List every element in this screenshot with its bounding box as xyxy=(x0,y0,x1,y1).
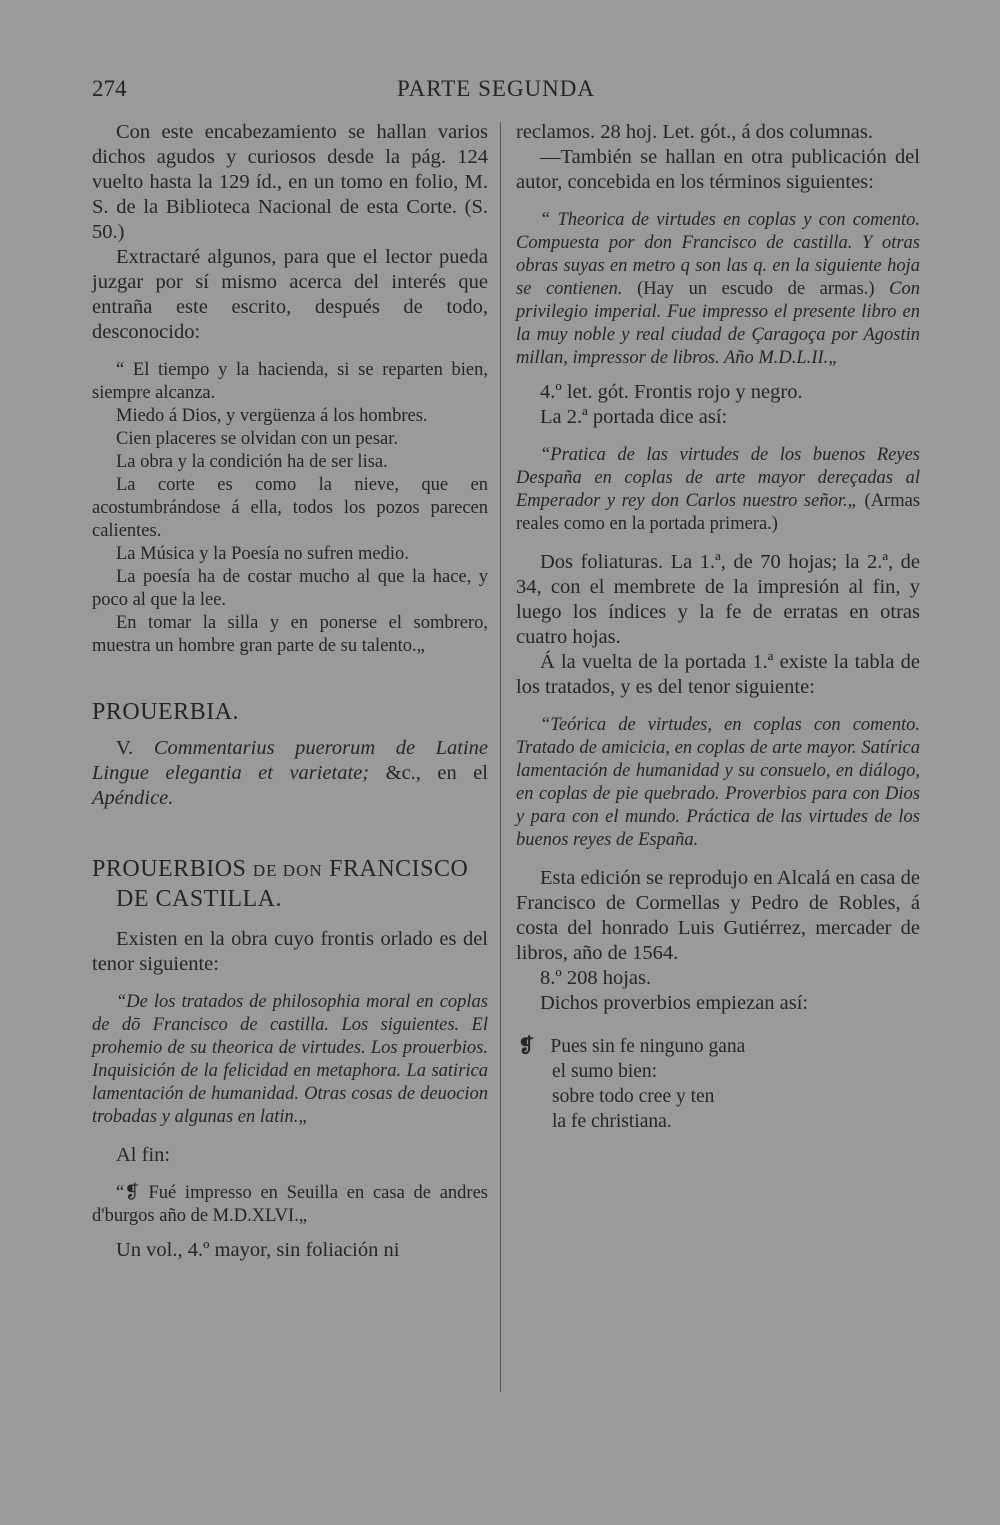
quote-italic: “ Theorica de virtudes en coplas y con comento. Compuesta por don Francisco de castilla. Y otras obras suyas en metro q son las q. en la siguiente hoja se contienen. xyxy=(516,210,920,299)
entry-text: &c., en el xyxy=(385,762,489,784)
quotation xyxy=(516,209,920,370)
saying: La Música y la Poesía no sufren medio. xyxy=(116,544,409,564)
quote-italic: Con privilegio imperial. Fue impresso el presente libro en la muy noble y real ciudad de Çaragoça por Agostin millan, impressor de libros. Año M.D.L.II.„ xyxy=(516,279,920,368)
verse-text: Pues sin fe ninguno gana xyxy=(550,1036,746,1057)
saying: La poesía ha de costar mucho al que la hace, y poco al que la lee. xyxy=(92,567,488,610)
paragraph: Al fin: xyxy=(116,1144,171,1166)
verse-line: sobre todo cree y ten xyxy=(552,1086,715,1107)
paragraph: Extractaré algunos, para que el lector pueda juzgar por sí mismo acerca del interés que entraña este escrito, después de todo, desconocido: xyxy=(92,246,488,343)
saying: “ El tiempo y la hacienda, si se reparten bien, siempre alcanza. xyxy=(92,360,488,403)
page-header xyxy=(92,76,912,112)
verse xyxy=(516,1034,920,1134)
pilcrow-icon: ❡ xyxy=(518,1036,535,1057)
paragraph: Esta edición se reprodujo en Alcalá en casa de Francisco de Cormellas y Pedro de Robles, á costa del honrado Luis Gutiérrez, mercader de libros, año de 1564. xyxy=(516,867,920,964)
heading-word: DE CASTILLA. xyxy=(116,886,282,912)
paragraph: Un vol., 4.º mayor, sin foliación ni xyxy=(116,1239,400,1261)
section-heading-2 xyxy=(92,855,488,913)
paragraph: 4.º let. gót. Frontis rojo y negro. xyxy=(540,381,803,403)
saying: La corte es como la nieve, que en acostumbrándose á ella, todos los pozos parecen calientes. xyxy=(92,475,488,541)
right-column xyxy=(516,120,920,1134)
heading-word: DE DON xyxy=(252,861,323,880)
quote-italic: “Pratica de las virtudes de los buenos Reyes Despaña en coplas de arte mayor dereçadas al Emperador y rey don Carlos nuestro señor.„ xyxy=(516,445,920,511)
saying: En tomar la silla y en ponerse el sombrero, muestra un hombre gran parte de su talento.„ xyxy=(92,613,488,656)
appendix-ref: Apéndice. xyxy=(92,787,174,809)
saying: Miedo á Dios, y vergüenza á los hombres. xyxy=(116,406,428,426)
paragraph: Á la vuelta de la portada 1.ª existe la tabla de los tratados, y es del tenor siguiente: xyxy=(516,651,920,698)
left-column xyxy=(92,120,488,1263)
heading-word: PROUERBIOS xyxy=(92,856,247,882)
quote-note: (Hay un escudo de armas.) xyxy=(637,279,875,299)
heading-word: FRANCISCO xyxy=(329,856,469,882)
verse-line: la fe christiana. xyxy=(552,1111,672,1132)
paragraph: Existen en la obra cuyo frontis orlado es del tenor siguiente: xyxy=(92,928,488,975)
paragraph: Dichos proverbios empiezan así: xyxy=(540,992,809,1014)
running-head: PARTE SEGUNDA xyxy=(397,76,595,101)
entry-title: Commentarius puerorum de Latine Lingue elegantia et varietate; xyxy=(92,737,488,784)
colophon-quote: “❡ Fué impresso en Seuilla en casa de andres d'burgos año de M.D.XLVI.„ xyxy=(92,1183,488,1226)
quote-note: (Armas reales como en la portada primera.) xyxy=(516,491,921,534)
verse-line: el sumo bien: xyxy=(552,1061,658,1082)
saying: La obra y la condición ha de ser lisa. xyxy=(116,452,388,472)
paragraph: —También se hallan en otra publicación del autor, concebida en los términos siguientes: xyxy=(516,146,920,193)
paragraph: reclamos. 28 hoj. Let. gót., á dos columnas. xyxy=(516,121,873,143)
paragraph: Con este encabezamiento se hallan varios dichos agudos y curiosos desde la pág. 124 vuelto hasta la 129 íd., en un tomo en folio, M. S. de la Biblioteca Nacional de esta Corte. (S. 50.) xyxy=(92,121,488,243)
column-divider xyxy=(500,122,501,1392)
sayings-list xyxy=(92,359,488,658)
entry-number: V. xyxy=(116,737,134,759)
section-heading: PROUERBIA. xyxy=(92,699,240,725)
paragraph: Dos foliaturas. La 1.ª, de 70 hojas; la 2.ª, de 34, con el membrete de la impresión al fin, y luego los índices y la fe de erratas en otras cuatro hojas. xyxy=(516,551,920,648)
page-number: 274 xyxy=(92,76,127,101)
paragraph: La 2.ª portada dice así: xyxy=(540,406,728,428)
saying: Cien placeres se olvidan con un pesar. xyxy=(116,429,399,449)
verse-line xyxy=(516,1034,920,1059)
paragraph: 8.º 208 hojas. xyxy=(540,967,652,989)
quotation: “Teórica de virtudes, en coplas con comento. Tratado de amicicia, en coplas de arte mayor. Satírica lamentación de humanidad y su consuelo, en diálogo, en coplas de pie quebrado. Proverbios para con Dios y para con el mundo. Práctica de las virtudes de los buenos reyes de España. xyxy=(516,715,920,850)
entry-v xyxy=(92,736,488,811)
quotation: “De los tratados de philosophia moral en coplas de dō Francisco de castilla. Los siguientes. El prohemio de su theorica de virtudes. Los prouerbios. Inquisición de la felicidad en metaphora. La satirica lamentación de humanidad. Otras cosas de deuocion trobadas y algunas en latin.„ xyxy=(92,992,488,1127)
quotation xyxy=(516,444,920,536)
